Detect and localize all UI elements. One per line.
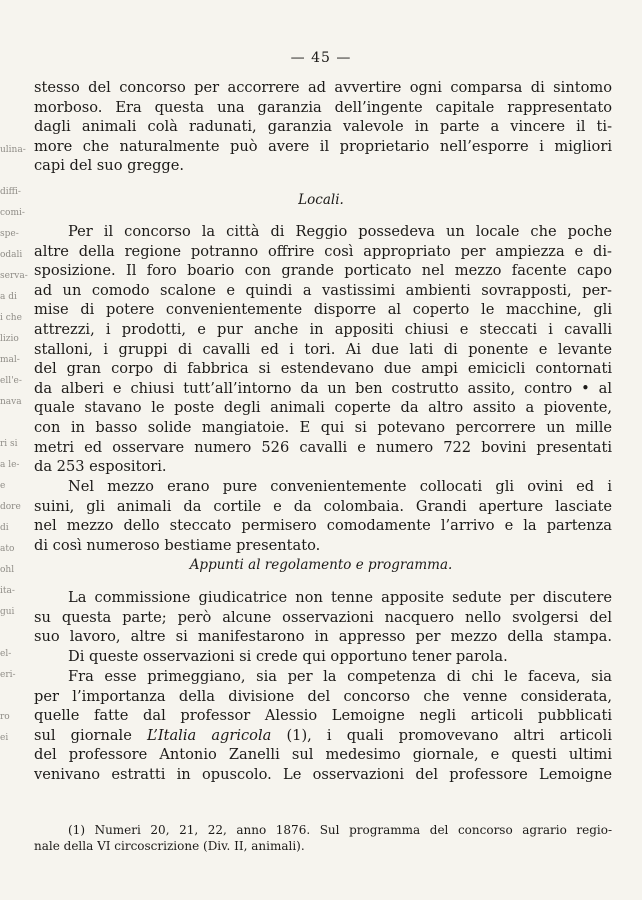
bleed-fragment: ulina-	[0, 145, 26, 155]
bleed-fragment: ell'e-	[0, 376, 22, 386]
facing-page-bleed	[0, 140, 28, 791]
bleed-fragment: ato	[0, 544, 15, 554]
footnote-line: nale della VI circoscrizione (Div. II, animali).	[34, 839, 305, 853]
bleed-fragment: serva-	[0, 271, 28, 281]
section-heading-locali: Locali.	[298, 192, 344, 208]
text-line: Nel mezzo erano pure convenientemente collocati gli ovini ed i	[68, 478, 612, 495]
bleed-fragment: odali	[0, 250, 23, 260]
paragraph-3	[34, 477, 612, 555]
bleed-fragment: a di	[0, 292, 17, 302]
text-line: capi del suo gregge.	[34, 157, 185, 175]
bleed-fragment: ro	[0, 712, 10, 722]
text-line: venivano estratti in opuscolo. Le osservazioni del professore Lemoigne	[34, 765, 612, 783]
text-line: mise di potere convenientemente disporre al coperto le macchine, gli	[34, 301, 612, 319]
bleed-fragment	[0, 161, 22, 182]
bleed-fragment	[0, 770, 22, 791]
paragraph-2	[34, 222, 612, 477]
text-line: metri ed osservare numero 526 cavalli e numero 722 bovini presentati	[34, 438, 612, 456]
bleed-fragment: diffi-	[0, 187, 21, 197]
text-line: da 253 espositori.	[34, 458, 167, 476]
bleed-fragment: el-	[0, 649, 12, 659]
bleed-fragment: ei	[0, 733, 9, 743]
text-line: quale stavano le poste degli animali coperte da altro assito a piovente,	[34, 399, 612, 417]
text-line: nel mezzo dello steccato permisero comodamente l’arrivo e la partenza	[34, 517, 612, 535]
text-line: Per il concorso la città di Reggio possedeva un locale che poche	[68, 223, 612, 240]
text-line: sposizione. Il foro boario con grande porticato nel mezzo facente capo	[34, 262, 612, 280]
text-line: ad un comodo scalone e quindi a vastissimi ambienti sovrapposti, per-	[34, 281, 612, 299]
paragraph-1	[34, 78, 612, 176]
bleed-fragment: spe-	[0, 229, 19, 239]
bleed-fragment	[0, 413, 22, 434]
text-line: del gran corpo di fabbrica si estendevano due ampi emicicli contornati	[34, 360, 612, 378]
text-run: sul giornale	[34, 726, 147, 744]
paragraph-5	[34, 667, 612, 785]
bleed-fragment: i che	[0, 313, 22, 323]
bleed-fragment: lizio	[0, 334, 19, 344]
bleed-fragment: gui	[0, 607, 15, 617]
bleed-fragment: ri si	[0, 439, 18, 449]
text-line: stalloni, i gruppi di cavalli ed i tori. Ai due lati di ponente e levante	[34, 340, 612, 358]
text-line: altre della regione potranno offrire così appropriato per ampiezza e di-	[34, 242, 612, 260]
text-line: di così numeroso bestiame presentato.	[34, 536, 321, 554]
bleed-fragment: di	[0, 523, 9, 533]
bleed-fragment: a le-	[0, 460, 20, 470]
bleed-fragment: dore	[0, 502, 21, 512]
bleed-fragment: nava	[0, 397, 22, 407]
text-line: morboso. Era questa una garanzia dell’ingente capitale rappresentato	[34, 98, 612, 116]
text-line: dagli animali colà radunati, garanzia valevole in parte a vincere il ti-	[34, 118, 612, 136]
bleed-fragment: e	[0, 481, 6, 491]
text-run: (1), i quali promovevano altri articoli	[271, 726, 612, 744]
text-line: more che naturalmente può avere il proprietario nell’esporre i migliori	[34, 137, 612, 155]
bleed-fragment: ohl	[0, 565, 15, 575]
text-line: La commissione giudicatrice non tenne apposite sedute per discutere	[68, 589, 612, 606]
text-line: Di queste osservazioni si crede qui opportuno tener parola.	[68, 647, 508, 665]
bleed-fragment: ita-	[0, 586, 15, 596]
bleed-fragment: mal-	[0, 355, 20, 365]
section-heading-appunti: Appunti al regolamento e programma.	[189, 557, 453, 573]
text-line: con in basso solide mangiatoie. E qui si potevano percorrere un mille	[34, 418, 612, 436]
text-line: suo lavoro, altre si manifestarono in appresso per mezzo della stampa.	[34, 628, 612, 646]
text-line: attrezzi, i prodotti, e pur anche in appositi chiusi e steccati i cavalli	[34, 320, 612, 338]
bleed-fragment	[0, 749, 22, 770]
bleed-fragment: comi-	[0, 208, 25, 218]
text-line: per l’importanza della divisione del concorso che venne considerata,	[34, 687, 612, 705]
text-line: quelle fatte dal professor Alessio Lemoigne negli articoli pubblicati	[34, 707, 612, 725]
text-line: stesso del concorso per accorrere ad avvertire ogni comparsa di sintomo	[34, 79, 612, 96]
bleed-fragment	[0, 623, 22, 644]
bleed-fragment	[0, 686, 22, 707]
text-line: da alberi e chiusi tutt’all’intorno da un ben costrutto assito, contro • al	[34, 379, 612, 397]
footnote	[34, 822, 612, 854]
footnote-line: (1) Numeri 20, 21, 22, anno 1876. Sul programma del concorso agrario regio-	[68, 823, 612, 837]
bleed-fragment: eri-	[0, 670, 16, 680]
text-line: Fra esse primeggiano, sia per la competenza di chi le faceva, sia	[68, 668, 612, 685]
text-line	[34, 726, 612, 746]
text-line: su questa parte; però alcune osservazioni nacquero nello svolgersi del	[34, 608, 612, 626]
journal-title: L’Italia agricola	[147, 726, 272, 744]
text-line: del professore Antonio Zanelli sul medesimo giornale, e questi ultimi	[34, 746, 612, 764]
text-line: suini, gli animali da cortile e da colombaia. Grandi aperture lasciate	[34, 497, 612, 515]
page-number: — 45 —	[290, 50, 352, 66]
paragraph-4	[34, 588, 612, 666]
